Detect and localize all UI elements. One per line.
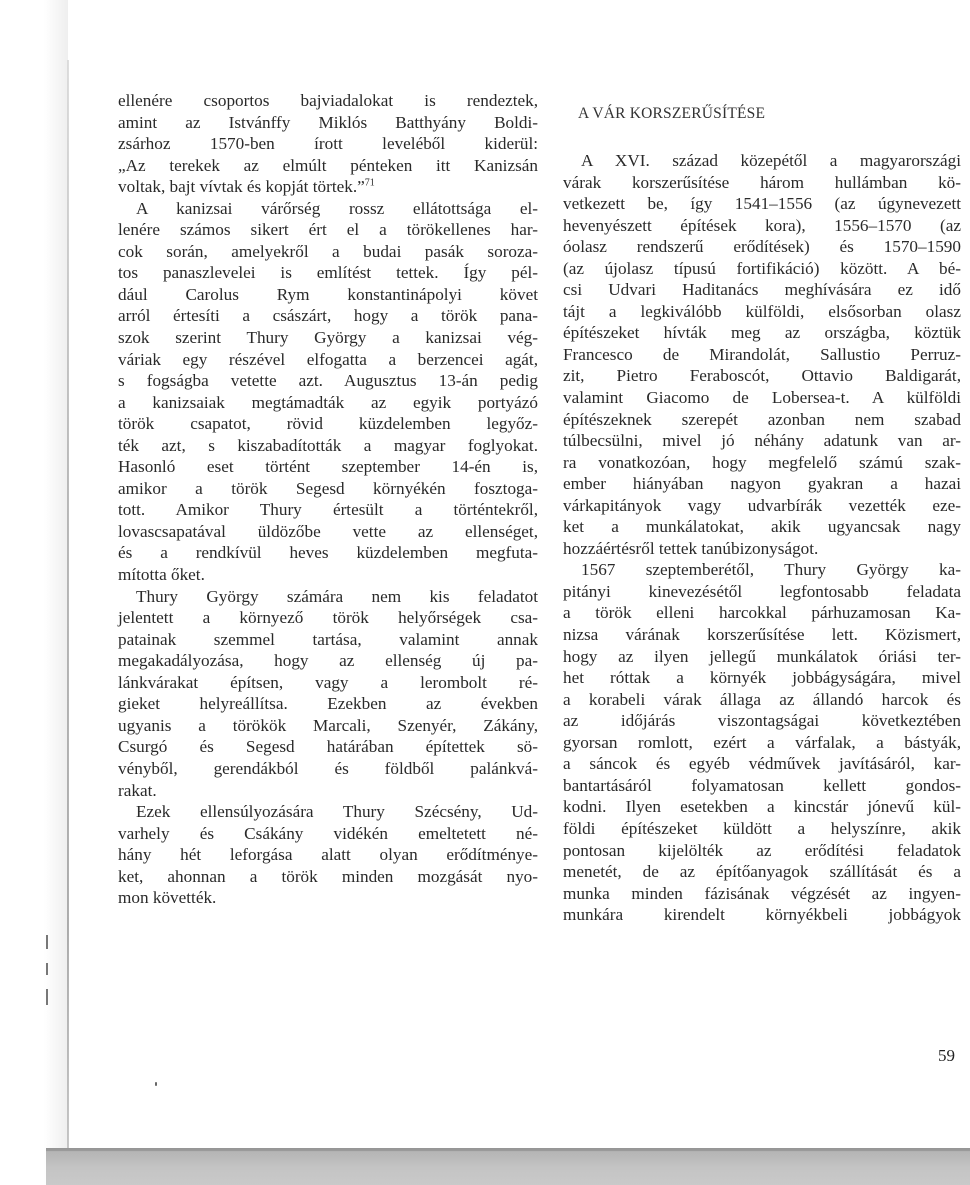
- text-line-content: cok során, amelyekről a budai pasák soroza-: [118, 241, 538, 261]
- text-line-content: megakadályozása, hogy az ellenség új pa-: [118, 651, 538, 671]
- text-line: [563, 667, 961, 689]
- text-line-content: a kanizsaiak megtámadták az egyik portyázó: [118, 392, 538, 412]
- text-line-content: tájt a legkiválóbb külföldi, elsősorban olasz: [563, 301, 961, 321]
- text-line: [118, 844, 538, 866]
- text-line-content: ellenére csoportos bajviadalokat is rendeztek,: [118, 91, 538, 110]
- text-line: [563, 279, 961, 301]
- text-line-content: földi építészeket küldött a helyszínre, akik: [563, 818, 961, 838]
- text-line: [563, 904, 961, 926]
- text-line: [118, 219, 538, 241]
- text-line-content: 1567 szeptemberétől, Thury György ka-: [581, 560, 961, 580]
- text-line-content: mította őket.: [118, 565, 205, 585]
- text-line: [563, 753, 961, 775]
- text-line: [563, 516, 961, 538]
- text-line: [118, 435, 538, 457]
- gutter-marks: [46, 935, 48, 1025]
- text-line-content: (az újolasz típusú fortifikáció) között. A bé-: [563, 258, 961, 278]
- text-line-content: het róttak a környék jobbágyságára, mivel: [563, 668, 961, 688]
- text-line-content: ember hiányában nagyon gyakran a hazai: [563, 474, 961, 494]
- text-line-content: lenére számos sikert ért el a törökellenes har-: [118, 220, 538, 240]
- scan-speck: [155, 1082, 157, 1086]
- text-line-content: munka minden fázisának végzését az ingyen-: [563, 883, 961, 903]
- text-line-content: hevenyészett építések kora), 1556–1570 (az: [563, 215, 961, 235]
- text-line-content: kodni. Ilyen esetekben a kincstár jónevű kül-: [563, 797, 961, 817]
- left-text-column: [118, 90, 538, 909]
- text-line-content: nizsa várának korszerűsítése lett. Közismert,: [563, 625, 961, 645]
- text-line: [118, 715, 538, 737]
- text-line-content: ték azt, s kiszabadították a magyar foglyokat.: [118, 435, 538, 455]
- text-line-content: voltak, bajt vívtak és kopját törtek.”: [118, 177, 365, 197]
- text-line: [118, 564, 538, 586]
- page-gutter-edge: [67, 60, 69, 1150]
- text-line-content: a korabeli várak állaga az állandó harcok és: [563, 689, 961, 709]
- text-line: [118, 176, 538, 198]
- text-line-content: a sáncok és egyéb védművek javításáról, kar-: [563, 754, 961, 774]
- text-line-content: várak korszerűsítése három hullámban kö-: [563, 172, 961, 192]
- text-line-content: jelentett a környező török helyőrségek csa-: [118, 608, 538, 628]
- text-line: [118, 327, 538, 349]
- text-line: [118, 392, 538, 414]
- text-line-content: mon követték.: [118, 888, 217, 908]
- text-line: [563, 387, 961, 409]
- text-line-content: arról értesíti a császárt, hogy a török pana-: [118, 306, 538, 326]
- text-line: [563, 602, 961, 624]
- text-line-content: óolasz rendszerű erődítések) és 1570–1590: [563, 237, 961, 257]
- text-line-content: szok szerint Thury György a kanizsai vég-: [118, 328, 538, 348]
- text-line-content: hány hét leforgása alatt olyan erődítménye-: [118, 845, 538, 865]
- text-line: [563, 581, 961, 603]
- text-line: [118, 262, 538, 284]
- text-line: [118, 823, 538, 845]
- text-line: [563, 473, 961, 495]
- text-line: [118, 155, 538, 177]
- text-line-content: építészeknek szerepét azonban nem szabad: [563, 409, 961, 429]
- text-line-content: patainak szemmel tartása, valamint annak: [118, 629, 538, 649]
- text-line: [563, 775, 961, 797]
- text-line: [563, 193, 961, 215]
- text-line-content: vényből, gerendákból és földből palánkvá-: [118, 758, 538, 778]
- text-line-content: az időjárás viszontagságai következtében: [563, 711, 961, 731]
- text-line: [118, 478, 538, 500]
- footnote-reference: 71: [364, 177, 375, 189]
- text-line-content: gieket helyreállítsa. Ezekben az években: [118, 694, 538, 714]
- text-line-content: hozzáértésről tettek tanúbizonyságot.: [563, 538, 819, 558]
- scan-bottom-edge: [46, 1148, 970, 1185]
- text-line: [563, 258, 961, 280]
- text-line-content: tott. Amikor Thury értesült a történtekről,: [118, 500, 538, 520]
- text-line-content: rakat.: [118, 780, 157, 800]
- text-line: [118, 456, 538, 478]
- text-line-content: pitányi kinevezésétől legfontosabb feladata: [563, 581, 961, 601]
- text-line: [563, 689, 961, 711]
- text-line-content: dául Carolus Rym konstantinápolyi követ: [118, 284, 538, 304]
- text-line: [563, 150, 961, 172]
- text-line-content: „Az terekek az elmúlt pénteken itt Kanizsán: [118, 155, 538, 175]
- text-line: [563, 559, 961, 581]
- text-line: [118, 866, 538, 888]
- text-line: [118, 499, 538, 521]
- text-line-content: hogy az ilyen jellegű munkálatok óriási ter-: [563, 646, 961, 666]
- text-line-content: ugyanis a törökök Marcali, Szenyér, Zákány,: [118, 715, 538, 735]
- text-line: [118, 887, 538, 909]
- text-line-content: Csurgó és Segesd határában építettek sö-: [118, 737, 538, 757]
- text-line-content: török csapatot, rövid küzdelemben legyőz-: [118, 414, 538, 434]
- text-line-content: gyorsan romlott, ezért a várfalak, a bástyák,: [563, 732, 961, 752]
- text-line: [563, 236, 961, 258]
- text-line-content: munkára kirendelt környékbeli jobbágyok: [563, 905, 961, 925]
- text-line: [563, 538, 961, 560]
- text-line: [563, 495, 961, 517]
- text-line-content: bantartásáról folyamatosan kellett gondos-: [563, 775, 961, 795]
- text-line: [563, 215, 961, 237]
- text-line-content: Francesco de Mirandolát, Sallustio Perruz-: [563, 344, 961, 364]
- text-line-content: ket, ahonnan a török minden mozgását nyo-: [118, 866, 538, 886]
- text-line: [118, 607, 538, 629]
- text-line-content: A kanizsai várőrség rossz ellátottsága el-: [136, 198, 538, 218]
- text-line: [118, 629, 538, 651]
- text-line: [563, 732, 961, 754]
- section-heading: A VÁR KORSZERŰSÍTÉSE: [578, 105, 766, 122]
- text-line: [118, 758, 538, 780]
- text-line-content: és a rendkívül heves küzdelemben megfuta-: [118, 543, 538, 563]
- text-line: [563, 861, 961, 883]
- text-line: [118, 780, 538, 802]
- text-line: [563, 818, 961, 840]
- text-line: [563, 796, 961, 818]
- text-line-content: csi Udvari Haditanács meghívására ez idő: [563, 280, 961, 300]
- text-line: [563, 344, 961, 366]
- text-line-content: Thury György számára nem kis feladatot: [136, 586, 538, 606]
- text-line-content: varhely és Csákány vidékén emeltetett né-: [118, 823, 538, 843]
- text-line-content: lánkvárakat építsen, vagy a lerombolt ré-: [118, 672, 538, 692]
- text-line-content: pontosan kijelölték az erődítési feladatok: [563, 840, 961, 860]
- text-line: [563, 430, 961, 452]
- text-line-content: amikor a török Segesd környékén fosztoga-: [118, 478, 538, 498]
- text-line-content: A XVI. század közepétől a magyarországi: [581, 151, 961, 170]
- text-line: [563, 322, 961, 344]
- text-line: [563, 624, 961, 646]
- text-line-content: zit, Pietro Feraboscót, Ottavio Baldigarát,: [563, 366, 961, 386]
- text-line: [118, 736, 538, 758]
- text-line: [563, 840, 961, 862]
- text-line-content: menetét, de az építőanyagok szállítását és a: [563, 862, 961, 882]
- text-line: [118, 112, 538, 134]
- text-line: [118, 650, 538, 672]
- text-line-content: várkapitányok vagy udvarbírák vezették eze-: [563, 495, 961, 515]
- text-line: [563, 172, 961, 194]
- text-line: [118, 90, 538, 112]
- text-line: [118, 586, 538, 608]
- text-line-content: valamint Giacomo de Lobersea-t. A külföldi: [563, 388, 961, 408]
- text-line: [118, 198, 538, 220]
- text-line: [118, 305, 538, 327]
- text-line-content: zsárhoz 1570-ben írott leveléből kiderül:: [118, 134, 538, 154]
- text-line-content: túlbecsülni, mivel jó néhány adatunk van ar-: [563, 431, 961, 451]
- text-line-content: Ezek ellensúlyozására Thury Szécsény, Ud-: [136, 802, 538, 822]
- text-line: [118, 284, 538, 306]
- text-line: [118, 521, 538, 543]
- text-line: [118, 241, 538, 263]
- text-line: [118, 672, 538, 694]
- text-line-content: vetkezett be, így 1541–1556 (az úgynevezett: [563, 194, 961, 214]
- text-line: [118, 349, 538, 371]
- text-line: [118, 133, 538, 155]
- text-line-content: ra vonatkozóan, hogy megfelelő számú szak-: [563, 452, 961, 472]
- right-text-column: [563, 150, 961, 926]
- text-line: [118, 542, 538, 564]
- text-line: [118, 413, 538, 435]
- text-line-content: tos panaszlevelei is említést tettek. Így pél-: [118, 263, 538, 283]
- text-line: [118, 693, 538, 715]
- text-line: [563, 409, 961, 431]
- text-line: [563, 883, 961, 905]
- text-line: [563, 365, 961, 387]
- text-line-content: váriak egy részével elfogatta a berzencei agát,: [118, 349, 538, 369]
- text-line-content: építészeket hívták meg az országba, köztük: [563, 323, 961, 343]
- text-line-content: amint az Istvánffy Miklós Batthyány Boldi-: [118, 112, 538, 132]
- text-line: [118, 370, 538, 392]
- text-line: [563, 646, 961, 668]
- text-line: [563, 452, 961, 474]
- text-line-content: s fogságba vetette azt. Augusztus 13-án pedig: [118, 371, 538, 391]
- text-line: [563, 301, 961, 323]
- text-line-content: ket a munkálatokat, akik ugyancsak nagy: [563, 517, 961, 537]
- text-line: [563, 710, 961, 732]
- text-line-content: a török elleni harcokkal párhuzamosan Ka-: [563, 603, 961, 623]
- text-line: [118, 801, 538, 823]
- text-line-content: Hasonló eset történt szeptember 14-én is,: [118, 457, 538, 477]
- page-number: 59: [938, 1046, 955, 1065]
- text-line-content: lovascsapatával üldözőbe vette az ellenséget,: [118, 521, 538, 541]
